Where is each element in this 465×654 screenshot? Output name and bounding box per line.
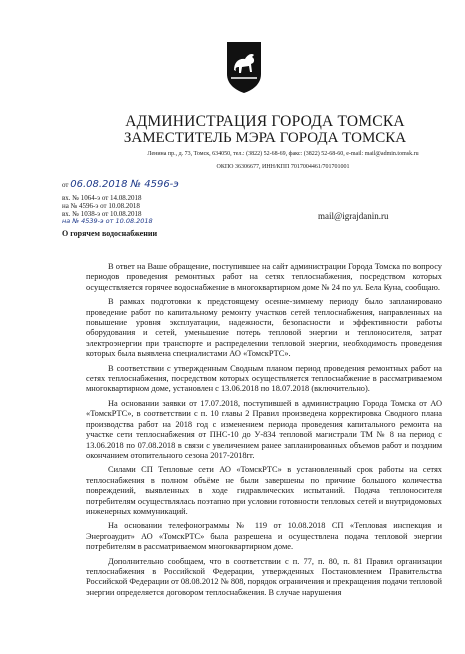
- outgoing-number: [62, 180, 179, 190]
- body-paragraph: На основании заявки от 17.07.2018, поступившей в администрацию Города Томска от АО «ТомскРТС», в соответствии с п. 10 главы 2 Правил произведена корректировка Сводного плана производства работ на 2018 год с изменением периода проведения капитального ремонта на участке сети теплоснабжения от ПНС-10 до У-834 тепловой магистрали ТМ № 8 на период с 13.06.2018 по 07.08.2018 в связи с увеличением ранее запланированных объемов работ и поздним окончанием отопительного сезона 2017-2018гг.: [86, 398, 442, 460]
- org-name: АДМИНИСТРАЦИЯ ГОРОДА ТОМСКА: [125, 113, 405, 130]
- recipient-email: mail@igrajdanin.ru: [318, 211, 389, 221]
- body-paragraph: На основании телефонограммы № 119 от 10.08.2018 СП «Тепловая инспекция и Энергоаудит» АО «ТомскРТС» была разрешена и осуществлена подача тепловой энергии потребителям в рассматриваемом многоквартирном доме.: [86, 521, 442, 552]
- outgoing-number-handwritten: 06.08.2018 № 4596-э: [70, 179, 179, 190]
- registry-handwritten-text: на № 4539-э от 10.08.2018: [62, 217, 153, 225]
- body-paragraph: Силами СП Тепловые сети АО «ТомскРТС» в установленный срок работы на сетях теплоснабжения в полном объёме не были завершены по причине большого количества повреждений, выявленных в ходе гидравлических испытаний. Подача теплоносителя потребителям осуществлялась поэтапно при условии готовности тепловых сетей и внутридомовых инженерных коммуникаций.: [86, 465, 442, 516]
- org-codes: ОКПО 36306677, ИНН/КПП 7017004461/701701001: [216, 164, 350, 170]
- registry-line-handwritten: [62, 217, 153, 226]
- registry-line: на № 4596-э от 10.08.2018: [62, 202, 140, 210]
- letter-subject: О горячем водоснабжении: [62, 229, 158, 238]
- body-paragraph: В ответ на Ваше обращение, поступившее на сайт администрации Города Томска по вопросу периодов проведения ремонтных работ на сетях теплоснабжения, посредством которых осуществляется горячее водоснабжение в многоквартирном доме № 24 по ул. Бела Куна, сообщаю.: [86, 262, 442, 292]
- body-paragraph: В рамках подготовки к предстоящему осенне-зимнему периоду было запланировано проведение работ по капитальному ремонту участков сетей теплоснабжения, направленных на повышение уровня эксплуатации, надежности, безопасности и эффективности работы оборудования и сетей, уменьшение потерь тепловой энергии и теплоносителя, затрат электроэнергии при транспорте и распределении тепловой энергии, необходимость проведения которых была выявлена специалистами АО «ТомскРТС».: [86, 297, 442, 359]
- registry-line: вх. № 1038-э от 10.08.2018: [62, 210, 142, 218]
- outgoing-number-prefix: от: [62, 181, 69, 189]
- registry-line: вх. № 1064-э от 14.08.2018: [62, 194, 142, 202]
- letter-body: [86, 262, 442, 602]
- tomsk-coat-of-arms-icon: [225, 40, 263, 94]
- org-address: Ленина пр., д. 73, Томск, 634050, тел.: (3822) 52-68-69, факс: (3822) 52-68-60, e-mail: mail@admin.tomsk.ru: [147, 151, 419, 157]
- body-paragraph: В соответствии с утвержденным Сводным планом период проведения ремонтных работ на сетях теплоснабжения, посредством которых осуществляется теплоснабжение в рассматриваемом многоквартирном доме, установлен с 13.06.2018 по 18.07.2018 (включительно).: [86, 363, 442, 394]
- org-subtitle: ЗАМЕСТИТЕЛЬ МЭРА ГОРОДА ТОМСКА: [123, 130, 407, 146]
- body-paragraph: Дополнительно сообщаем, что в соответствии с п. 77, п. 80, п. 81 Правил организации теплоснабжения в Российской Федерации, утвержденных Постановлением Правительства Российской Федерации от 08.08.2012 № 808, порядок ограничения и прекращения подачи тепловой энергии определяется договором теплоснабжения. В случае нарушения: [86, 556, 442, 597]
